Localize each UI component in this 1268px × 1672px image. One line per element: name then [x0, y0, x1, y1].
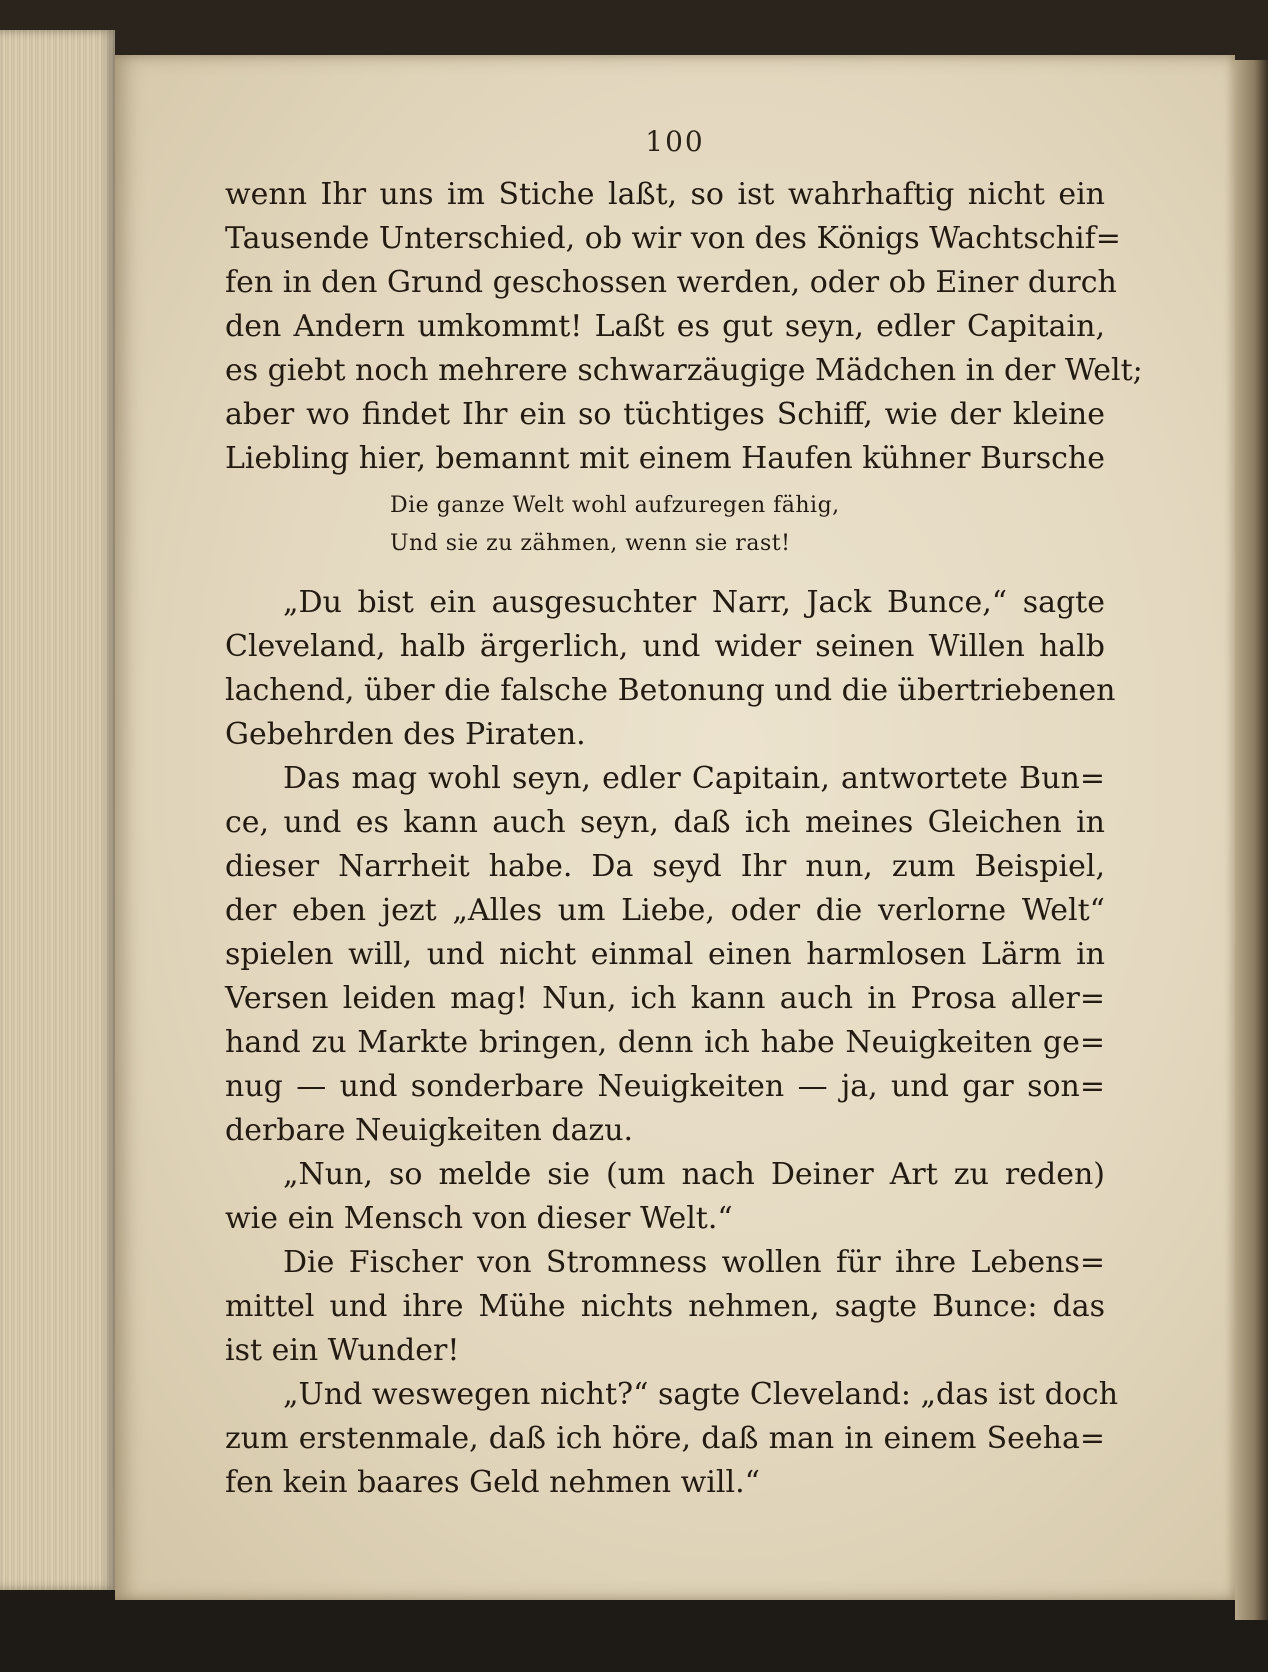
paragraph-last-line: derbare Neuigkeiten dazu. [225, 1113, 634, 1148]
text-line: ce, und es kann auch seyn, daß ich meines Gleichen in [225, 805, 1105, 840]
text-line: nug — und sonderbare Neuigkeiten — ja, und gar son= [225, 1069, 1105, 1104]
text-line: spielen will, und nicht einmal einen harmlosen Lärm in [225, 937, 1105, 972]
verse-line: Und sie zu zähmen, wenn sie rast! [390, 531, 791, 556]
paragraph-first-line: Die Fischer von Stromness wollen für ihre Lebens= [283, 1245, 1105, 1280]
paragraph-first-line: „Nun, so melde sie (um nach Deiner Art zu reden) [283, 1157, 1105, 1192]
book-page [115, 55, 1235, 1600]
text-line: lachend, über die falsche Betonung und die übertriebenen [225, 673, 1116, 708]
text-line: aber wo findet Ihr ein so tüchtiges Schiff, wie der kleine [225, 397, 1105, 432]
text-line: zum erstenmale, daß ich höre, daß man in einem Seeha= [225, 1421, 1105, 1456]
paragraph-first-line: Das mag wohl seyn, edler Capitain, antwortete Bun= [283, 761, 1105, 796]
paragraph-first-line: „Du bist ein ausgesuchter Narr, Jack Bunce,“ sagte [283, 585, 1105, 620]
paragraph-last-line: wie ein Mensch von dieser Welt.“ [225, 1201, 733, 1236]
text-line: mittel und ihre Mühe nichts nehmen, sagte Bunce: das [225, 1289, 1105, 1324]
verse-line: Die ganze Welt wohl aufzuregen fähig, [390, 493, 840, 518]
text-line: Cleveland, halb ärgerlich, und wider seinen Willen halb [225, 629, 1105, 664]
text-line: wenn Ihr uns im Stiche laßt, so ist wahrhaftig nicht ein [225, 177, 1105, 212]
text-line: hand zu Markte bringen, denn ich habe Neuigkeiten ge= [225, 1025, 1105, 1060]
paragraph-first-line: „Und weswegen nicht?“ sagte Cleveland: „das ist doch [283, 1377, 1119, 1412]
text-line: Versen leiden mag! Nun, ich kann auch in Prosa aller= [225, 981, 1105, 1016]
text-line: Tausende Unterschied, ob wir von des Königs Wachtschif= [225, 221, 1121, 256]
text-line: Liebling hier, bemannt mit einem Haufen kühner Bursche [225, 441, 1105, 476]
paragraph-last-line: fen kein baares Geld nehmen will.“ [225, 1465, 760, 1500]
book-cover-edge-right [1235, 60, 1268, 1620]
text-line: dieser Narrheit habe. Da seyd Ihr nun, zum Beispiel, [225, 849, 1105, 884]
book-page-edges-left [0, 30, 115, 1590]
paragraph-last-line: ist ein Wunder! [225, 1333, 460, 1368]
text-line: der eben jezt „Alles um Liebe, oder die verlorne Welt“ [225, 893, 1105, 928]
text-line: den Andern umkommt! Laßt es gut seyn, edler Capitain, [225, 309, 1105, 344]
page-text [225, 173, 1143, 1505]
text-line: es giebt noch mehrere schwarzäugige Mädchen in der Welt; [225, 353, 1143, 388]
page-number: 100 [645, 125, 705, 158]
paragraph-last-line: Gebehrden des Piraten. [225, 717, 586, 752]
text-line: fen in den Grund geschossen werden, oder ob Einer durch [225, 265, 1117, 300]
